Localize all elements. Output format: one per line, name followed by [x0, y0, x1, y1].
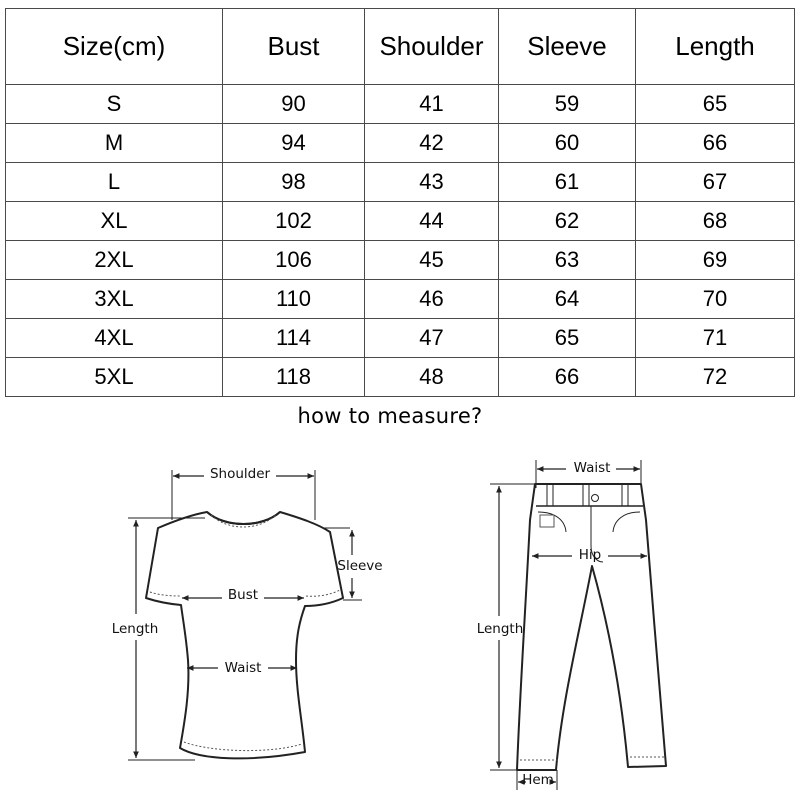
pants-hem-label: Hem [522, 772, 554, 788]
cell-shoulder: 42 [365, 124, 499, 163]
cell-size: M [6, 124, 223, 163]
cell-shoulder: 41 [365, 85, 499, 124]
cell-shoulder: 44 [365, 202, 499, 241]
cell-length: 66 [636, 124, 795, 163]
tshirt-diagram [112, 466, 383, 760]
cell-bust: 98 [223, 163, 365, 202]
table-row [6, 280, 795, 319]
cell-length: 69 [636, 241, 795, 280]
pants-waist-label: Waist [573, 460, 611, 476]
table-row [6, 358, 795, 397]
header-length: Length [636, 9, 795, 85]
cell-bust: 118 [223, 358, 365, 397]
cell-shoulder: 46 [365, 280, 499, 319]
cell-sleeve: 66 [499, 358, 636, 397]
shirt-bust-label: Bust [227, 587, 259, 603]
cell-length: 65 [636, 85, 795, 124]
shirt-waist-label: Waist [224, 660, 262, 676]
cell-size: 2XL [6, 241, 223, 280]
cell-length: 70 [636, 280, 795, 319]
cell-bust: 102 [223, 202, 365, 241]
header-sleeve: Sleeve [499, 9, 636, 85]
cell-shoulder: 47 [365, 319, 499, 358]
cell-size: L [6, 163, 223, 202]
cell-size: 3XL [6, 280, 223, 319]
table-row [6, 202, 795, 241]
header-size: Size(cm) [6, 9, 223, 85]
cell-length: 71 [636, 319, 795, 358]
table-row [6, 124, 795, 163]
shirt-shoulder-label: Shoulder [209, 466, 271, 482]
cell-length: 72 [636, 358, 795, 397]
header-bust: Bust [223, 9, 365, 85]
cell-length: 67 [636, 163, 795, 202]
cell-sleeve: 63 [499, 241, 636, 280]
cell-size: 5XL [6, 358, 223, 397]
table-header-row [6, 9, 795, 85]
cell-bust: 90 [223, 85, 365, 124]
header-shoulder: Shoulder [365, 9, 499, 85]
cell-shoulder: 43 [365, 163, 499, 202]
cell-shoulder: 45 [365, 241, 499, 280]
cell-bust: 94 [223, 124, 365, 163]
measure-diagram [0, 440, 800, 800]
cell-length: 68 [636, 202, 795, 241]
size-chart-table [5, 8, 795, 397]
cell-sleeve: 61 [499, 163, 636, 202]
cell-bust: 110 [223, 280, 365, 319]
shirt-sleeve-label: Sleeve [337, 558, 383, 574]
cell-size: XL [6, 202, 223, 241]
cell-bust: 106 [223, 241, 365, 280]
cell-sleeve: 62 [499, 202, 636, 241]
cell-shoulder: 48 [365, 358, 499, 397]
tshirt-outline-icon [146, 512, 343, 758]
pants-length-label: Length [476, 621, 524, 637]
cell-sleeve: 64 [499, 280, 636, 319]
pants-hip-label: Hip [578, 547, 602, 563]
table-row [6, 319, 795, 358]
pants-diagram [477, 460, 666, 790]
table-row [6, 85, 795, 124]
cell-bust: 114 [223, 319, 365, 358]
table-row [6, 241, 795, 280]
table-row [6, 163, 795, 202]
how-to-measure-title: how to measure? [297, 404, 483, 428]
cell-sleeve: 59 [499, 85, 636, 124]
cell-size: S [6, 85, 223, 124]
cell-sleeve: 60 [499, 124, 636, 163]
shirt-length-label: Length [111, 621, 159, 637]
cell-sleeve: 65 [499, 319, 636, 358]
cell-size: 4XL [6, 319, 223, 358]
